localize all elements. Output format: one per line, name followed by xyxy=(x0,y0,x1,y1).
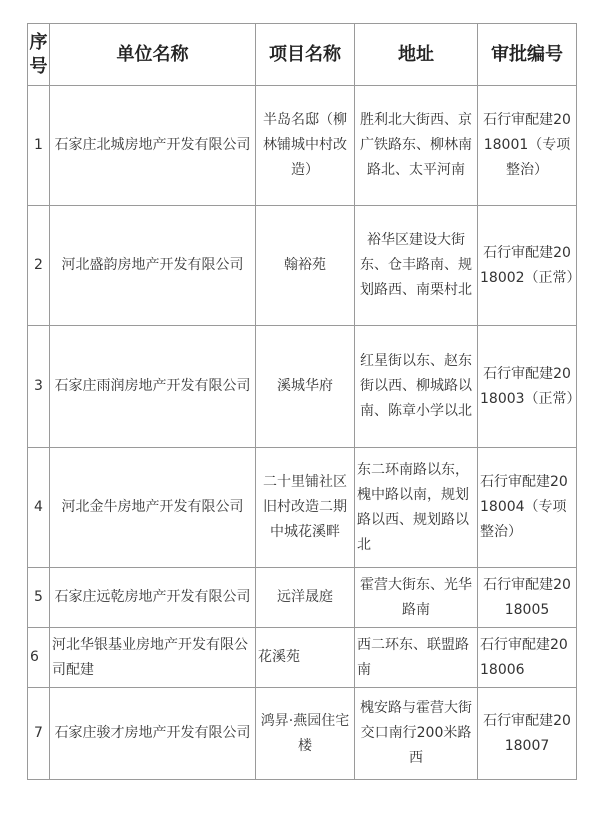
cell-company: 河北华银基业房地产开发有限公司配建 xyxy=(50,628,256,688)
cell-project: 鸿昇·燕园住宅楼 xyxy=(256,688,355,780)
table-row xyxy=(28,206,577,326)
cell-approval: 石行审配建2018004（专项整治） xyxy=(478,448,577,568)
table-row xyxy=(28,448,577,568)
table-row xyxy=(28,688,577,780)
cell-no: 7 xyxy=(28,688,50,780)
cell-no: 6 xyxy=(28,628,50,688)
table-header-row xyxy=(28,24,577,86)
cell-address: 红星街以东、赵东街以西、柳城路以南、陈章小学以北 xyxy=(355,326,478,448)
cell-company: 石家庄骏才房地产开发有限公司 xyxy=(50,688,256,780)
cell-project: 二十里铺社区旧村改造二期中城花溪畔 xyxy=(256,448,355,568)
cell-approval: 石行审配建2018003（正常） xyxy=(478,326,577,448)
cell-no: 1 xyxy=(28,86,50,206)
table-row xyxy=(28,568,577,628)
cell-address: 西二环东、联盟路南 xyxy=(355,628,478,688)
cell-address: 霍营大街东、光华路南 xyxy=(355,568,478,628)
cell-approval: 石行审配建2018006 xyxy=(478,628,577,688)
cell-address: 胜利北大街西、京广铁路东、柳林南路北、太平河南 xyxy=(355,86,478,206)
header-approval: 审批编号 xyxy=(478,24,577,86)
header-project: 项目名称 xyxy=(256,24,355,86)
approval-table xyxy=(27,23,581,780)
cell-approval: 石行审配建2018005 xyxy=(478,568,577,628)
cell-no: 2 xyxy=(28,206,50,326)
header-company: 单位名称 xyxy=(50,24,256,86)
table-row xyxy=(28,628,577,688)
cell-approval: 石行审配建2018002（正常） xyxy=(478,206,577,326)
cell-project: 花溪苑 xyxy=(256,628,355,688)
cell-no: 4 xyxy=(28,448,50,568)
cell-address: 裕华区建设大街东、仓丰路南、规划路西、南栗村北 xyxy=(355,206,478,326)
cell-company: 石家庄远乾房地产开发有限公司 xyxy=(50,568,256,628)
cell-no: 5 xyxy=(28,568,50,628)
cell-approval: 石行审配建2018007 xyxy=(478,688,577,780)
cell-project: 半岛名邸（柳林铺城中村改造） xyxy=(256,86,355,206)
cell-address: 槐安路与霍营大街交口南行200米路西 xyxy=(355,688,478,780)
cell-company: 石家庄雨润房地产开发有限公司 xyxy=(50,326,256,448)
table-row xyxy=(28,326,577,448)
header-address: 地址 xyxy=(355,24,478,86)
cell-address: 东二环南路以东，槐中路以南，规划路以西、规划路以北 xyxy=(355,448,478,568)
cell-project: 远洋晟庭 xyxy=(256,568,355,628)
cell-project: 溪城华府 xyxy=(256,326,355,448)
cell-company: 河北金牛房地产开发有限公司 xyxy=(50,448,256,568)
cell-company: 河北盛韵房地产开发有限公司 xyxy=(50,206,256,326)
cell-project: 翰裕苑 xyxy=(256,206,355,326)
cell-no: 3 xyxy=(28,326,50,448)
cell-approval: 石行审配建2018001（专项整治） xyxy=(478,86,577,206)
header-no: 序号 xyxy=(28,24,50,86)
table-row xyxy=(28,86,577,206)
cell-company: 石家庄北城房地产开发有限公司 xyxy=(50,86,256,206)
